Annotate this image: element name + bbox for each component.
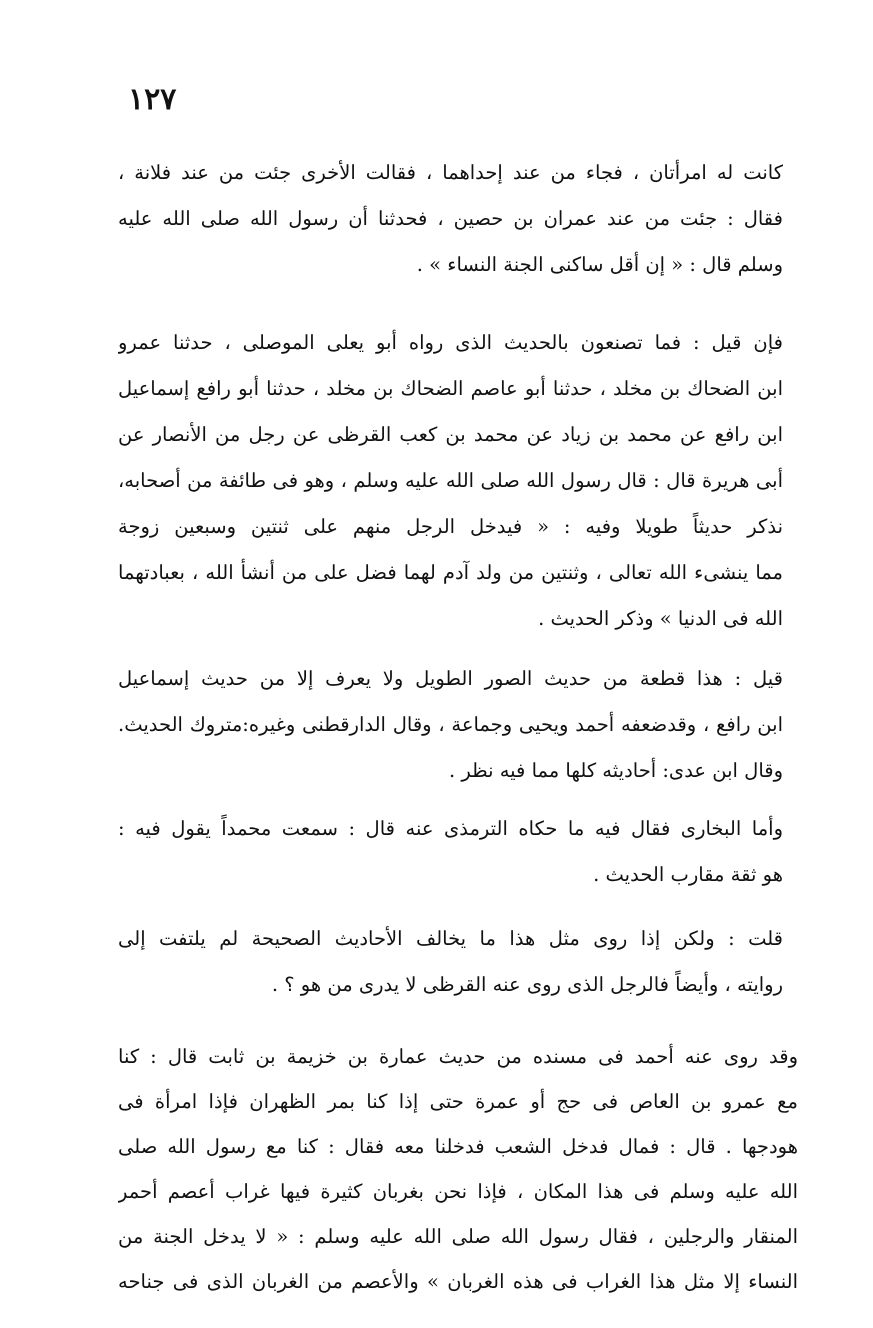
paragraph-5	[118, 916, 783, 1008]
text-line: المنقار والرجلين ، فقال رسول الله صلى الله عليه وسلم : « لا يدخل الجنة من	[118, 1225, 798, 1248]
text-line: روايته ، وأيضاً فالرجل الذى روى عنه القرظى لا يدرى من هو ؟ .	[271, 973, 783, 996]
text-line: وسلم قال : « إن أقل ساكنى الجنة النساء » .	[416, 253, 783, 276]
text-line: مما ينشىء الله تعالى ، وثنتين من ولد آدم لهما فضل على من أنشأ الله ، بعبادتهما	[118, 561, 783, 584]
page-number: ١٢٧	[128, 82, 177, 117]
text-line: أبى هريرة قال : قال رسول الله صلى الله عليه وسلم ، وهو فى طائفة من أصحابه،	[118, 469, 783, 492]
text-line: فإن قيل : فما تصنعون بالحديث الذى رواه أبو يعلى الموصلى ، حدثنا عمرو	[118, 331, 783, 354]
text-line: ابن رافع ، وقدضعفه أحمد ويحيى وجماعة ، وقال الدارقطنى وغيره:متروك الحديث.	[118, 713, 783, 736]
paragraph-1	[118, 150, 783, 288]
text-line: الله فى الدنيا » وذكر الحديث .	[538, 607, 783, 630]
text-line: وقال ابن عدى: أحاديثه كلها مما فيه نظر .	[448, 759, 783, 782]
text-line: نذكر حديثاً طويلا وفيه : « فيدخل الرجل منهم على ثنتين وسبعين زوجة	[118, 515, 783, 538]
text-line: ابن الضحاك بن مخلد ، حدثنا أبو عاصم الضحاك بن مخلد ، حدثنا أبو رافع إسماعيل	[118, 377, 783, 400]
text-line: كانت له امرأتان ، فجاء من عند إحداهما ، فقالت الأخرى جئت من عند فلانة ،	[118, 161, 783, 184]
text-line: الله عليه وسلم فى هذا المكان ، فإذا نحن بغربان كثيرة فيها غراب أعصم أحمر	[118, 1180, 798, 1203]
text-line: ابن رافع عن محمد بن زياد عن محمد بن كعب القرظى عن رجل من الأنصار عن	[118, 423, 783, 446]
text-line: فقال : جئت من عند عمران بن حصين ، فحدثنا أن رسول الله صلى الله عليه	[118, 207, 783, 230]
text-line: هودجها . قال : فمال فدخل الشعب فدخلنا معه فقال : كنا مع رسول الله صلى	[118, 1135, 798, 1158]
paragraph-6	[118, 1034, 798, 1304]
text-line: قلت : ولكن إذا روى مثل هذا ما يخالف الأحاديث الصحيحة لم يلتفت إلى	[118, 927, 783, 950]
paragraph-4	[118, 806, 783, 898]
paragraph-2	[118, 320, 783, 642]
text-line: وقد روى عنه أحمد فى مسنده من حديث عمارة بن خزيمة بن ثابت قال : كنا	[118, 1045, 798, 1068]
text-line: هو ثقة مقارب الحديث .	[593, 863, 783, 886]
text-line: النساء إلا مثل هذا الغراب فى هذه الغربان » والأعصم من الغربان الذى فى جناحه	[118, 1270, 798, 1293]
text-line: وأما البخارى فقال فيه ما حكاه الترمذى عنه قال : سمعت محمداً يقول فيه :	[118, 817, 783, 840]
text-line: مع عمرو بن العاص فى حج أو عمرة حتى إذا كنا بمر الظهران فإذا امرأة فى	[118, 1090, 798, 1113]
text-line: قيل : هذا قطعة من حديث الصور الطويل ولا يعرف إلا من حديث إسماعيل	[118, 667, 783, 690]
paragraph-3	[118, 656, 783, 794]
